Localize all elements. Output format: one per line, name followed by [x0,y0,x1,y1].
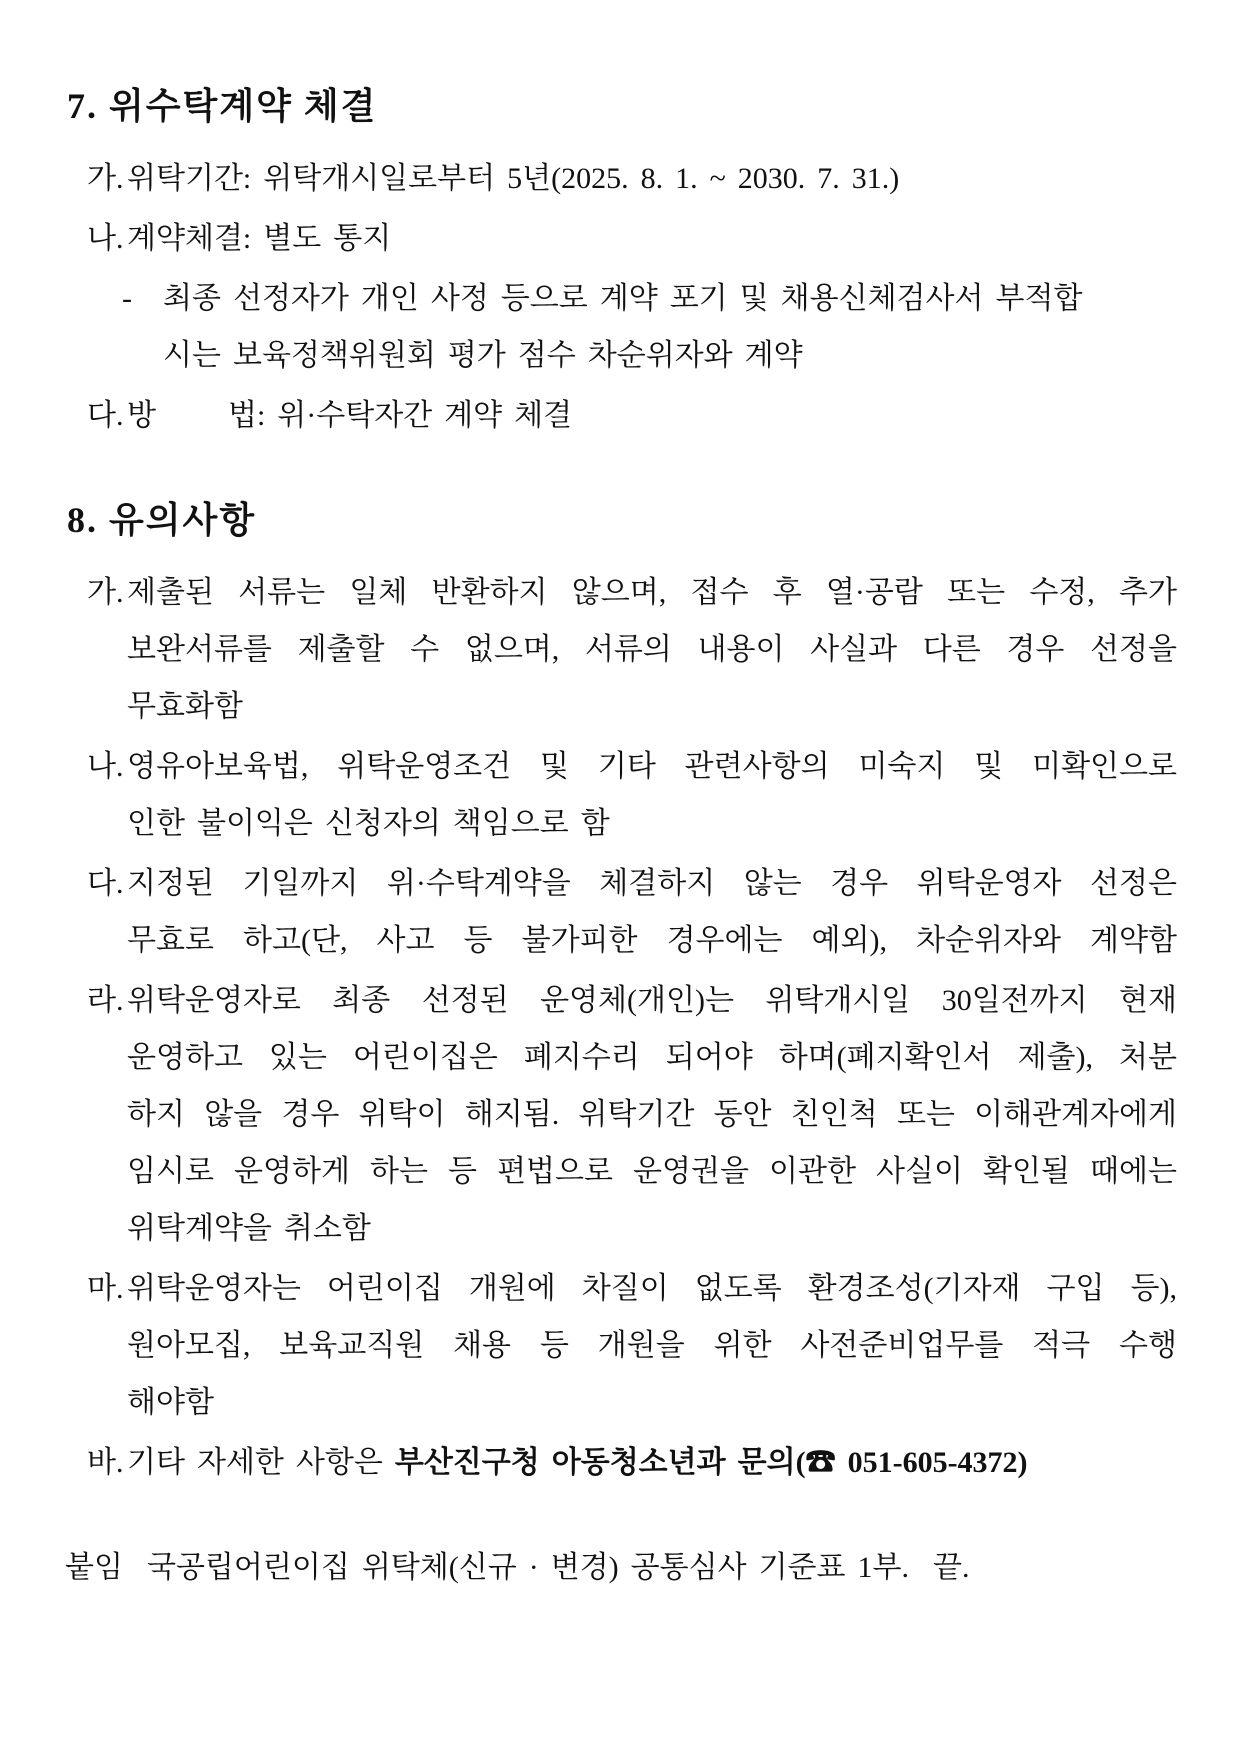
text-line: 위탁계약을 취소함 [127,1212,371,1245]
text-line: 영유아보육법, 위탁운영조건 및 기타 관련사항의 미숙지 및 미확인으로 [127,750,1177,783]
text-segment: 부산진구청 아동청소년과 문의( [394,1446,806,1479]
text-line: 위탁운영자로 최종 선정된 운영체(개인)는 위탁개시일 30일전까지 현재 [127,984,1177,1017]
text-line: 지정된 기일까지 위·수탁계약을 체결하지 않는 경우 위탁운영자 선정은 [127,867,1177,900]
document-section [65,496,1177,1491]
list-item [65,972,1177,1257]
document-sections [65,82,1177,1491]
text-line: 인한 불이익은 신청자의 책임으로 함 [127,807,610,840]
item-marker: 다. [87,399,124,432]
text-line: 운영하고 있는 어린이집은 폐지수리 되어야 하며(폐지확인서 제출), 처분 [127,1041,1177,1074]
text-segment: 051-605-4372) [835,1446,1028,1479]
text-line: 계약체결: 별도 통지 [127,222,392,255]
text-line: 원아모집, 보육교직원 채용 등 개원을 위한 사전준비업무를 적극 수행 [127,1329,1177,1362]
phone-icon: ☎ [805,1446,836,1479]
item-marker: - [122,282,132,315]
sub-list-item [65,270,1177,384]
document-section [65,82,1177,444]
item-marker: 라. [87,984,124,1017]
item-marker: 가. [87,162,124,195]
text-line: 위탁운영자는 어린이집 개원에 차질이 없도록 환경조성(기자재 구입 등), [127,1272,1177,1305]
item-marker: 나. [87,222,124,255]
list-item [65,1434,1177,1491]
text-line: 위탁기간: 위탁개시일로부터 5년(2025. 8. 1. ~ 2030. 7. 31.) [127,162,900,195]
item-marker: 다. [87,867,124,900]
item-marker: 마. [87,1272,124,1305]
list-item [65,738,1177,852]
section-heading: 7. 위수탁계약 체결 [67,86,378,126]
text-line: 무효화함 [127,690,243,723]
item-marker: 가. [87,576,124,609]
text-line: 최종 선정자가 개인 사정 등으로 계약 포기 및 채용신체검사서 부적합 [163,282,1083,315]
text-line: 무효로 하고(단, 사고 등 불가피한 경우에는 예외), 차순위자와 계약함 [127,924,1177,957]
item-marker: 나. [87,750,124,783]
list-item [65,855,1177,969]
list-item [65,387,1177,444]
attachment-note: 붙임 국공립어린이집 위탁체(신규 · 변경) 공통심사 기준표 1부. 끝. [65,1551,970,1584]
list-item [65,564,1177,735]
list-item [65,150,1177,207]
text-segment: 기타 자세한 사항은 [127,1446,395,1479]
text-line: 방 법: 위·수탁자간 계약 체결 [127,399,573,432]
text-line [127,1434,1177,1491]
text-line: 해야함 [127,1386,214,1419]
list-item [65,1260,1177,1431]
list-item [65,210,1177,267]
text-line: 제출된 서류는 일체 반환하지 않으며, 접수 후 열·공람 또는 수정, 추가 [127,576,1177,609]
text-line: 보완서류를 제출할 수 없으며, 서류의 내용이 사실과 다른 경우 선정을 [127,633,1177,666]
text-line: 하지 않을 경우 위탁이 해지됨. 위탁기간 동안 친인척 또는 이해관계자에게 [127,1098,1177,1131]
item-marker: 바. [87,1446,124,1479]
text-line: 임시로 운영하게 하는 등 편법으로 운영권을 이관한 사실이 확인될 때에는 [127,1155,1177,1188]
section-heading: 8. 유의사항 [67,500,257,540]
text-line: 시는 보육정책위원회 평가 점수 차순위자와 계약 [163,339,803,372]
